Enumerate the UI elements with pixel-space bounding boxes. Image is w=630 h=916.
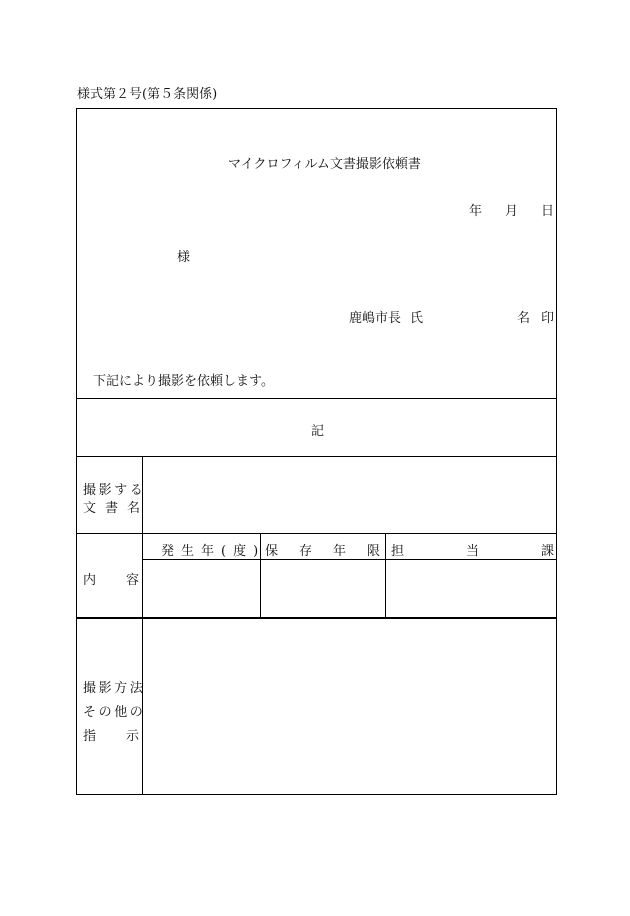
addressee-suffix: 様 — [177, 250, 191, 265]
note-heading: 記 — [311, 424, 325, 439]
contents-col-divider-1 — [260, 533, 261, 617]
divider-contents — [77, 617, 556, 619]
applicant-label: 鹿嶋市長 — [349, 311, 402, 326]
applicant-name-prefix: 氏 — [410, 311, 424, 326]
date-year-label: 年 — [469, 204, 483, 219]
label-column-divider — [142, 456, 143, 794]
divider-contents-header — [142, 559, 556, 560]
form-number: 様式第２号(第５条関係) — [77, 87, 218, 102]
divider-header — [77, 398, 556, 399]
method-label-line2: その他の — [83, 705, 146, 720]
divider-note — [77, 456, 556, 457]
date-month-label: 月 — [505, 204, 519, 219]
document-name-label-line1 — [83, 479, 146, 498]
request-form — [76, 108, 617, 795]
method-label-line1: 撮影方法 — [83, 681, 146, 696]
contents-column-issue-year: 発生年(度) — [161, 544, 266, 559]
applicant-name-suffix: 名 — [517, 311, 531, 326]
divider-document-name — [77, 533, 556, 534]
seal-mark: 印 — [541, 311, 555, 326]
document-name-label-line2: 文書名 — [83, 501, 150, 516]
request-statement: 下記により撮影を依頼します。 — [93, 374, 274, 389]
contents-column-department: 担当課 — [391, 544, 617, 559]
contents-label: 内容 — [83, 573, 170, 588]
contents-column-retention: 保存年限 — [265, 544, 402, 559]
date-day-label: 日 — [541, 204, 555, 219]
method-label-line3: 指示 — [83, 729, 170, 744]
form-title: マイクロフィルム文書撮影依頼書 — [228, 157, 421, 172]
contents-col-divider-2 — [385, 533, 386, 617]
document-name-label-text1: 撮影する — [83, 483, 146, 498]
